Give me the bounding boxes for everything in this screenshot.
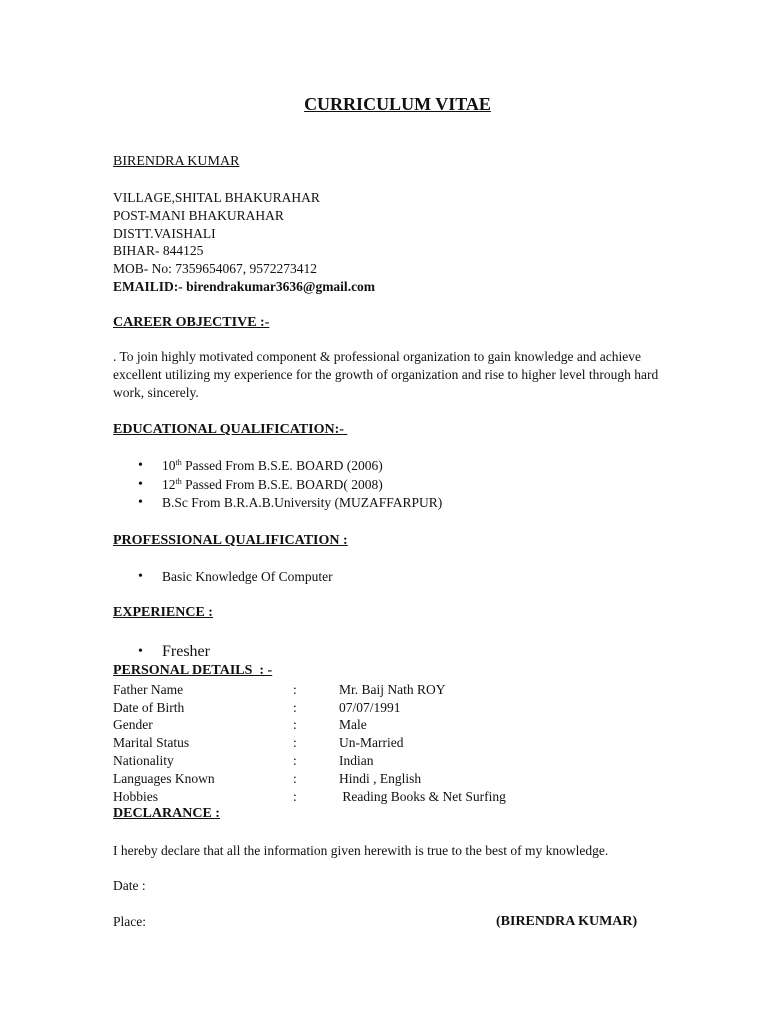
personal-label: Marital Status xyxy=(113,735,190,750)
personal-separator: : xyxy=(293,700,297,715)
candidate-name: BIRENDRA KUMAR xyxy=(113,154,240,169)
personal-separator: : xyxy=(293,771,297,786)
career-objective-heading: CAREER OBJECTIVE :- xyxy=(113,315,270,330)
education-item: • B.Sc From B.R.A.B.University (MUZAFFARPUR) xyxy=(138,494,442,513)
personal-value: Male xyxy=(339,717,367,732)
education-item: • 10th Passed From B.S.E. BOARD (2006) xyxy=(138,457,442,476)
personal-label: Languages Known xyxy=(113,771,215,786)
personal-separator: : xyxy=(293,735,297,750)
signature-name: (BIRENDRA KUMAR) xyxy=(496,914,638,929)
personal-label: Nationality xyxy=(113,753,174,768)
personal-row-father-name xyxy=(113,681,613,699)
personal-value: Reading Books & Net Surfing xyxy=(339,789,506,804)
date-label: Date : xyxy=(113,878,146,893)
personal-value: Hindi , English xyxy=(339,771,422,786)
personal-label: Date of Birth xyxy=(113,700,185,715)
professional-heading: PROFESSIONAL QUALIFICATION : xyxy=(113,533,348,548)
personal-value: Mr. Baij Nath ROY xyxy=(339,682,446,697)
personal-label: Father Name xyxy=(113,682,184,697)
personal-value: 07/07/1991 xyxy=(339,700,401,715)
education-list xyxy=(138,457,442,513)
personal-value: Un-Married xyxy=(339,735,404,750)
mobile-line: MOB- No: 7359654067, 9572273412 xyxy=(113,261,318,276)
personal-separator: : xyxy=(293,789,297,804)
career-objective-text: . To join highly motivated component & professional organization to gain knowledge and achieve excellent utilizing my experience for the growth of organization and rise to higher level through hard work, sincerely. xyxy=(113,349,659,400)
personal-row-gender xyxy=(113,716,613,734)
place-label: Place: xyxy=(113,914,146,929)
personal-row-hobbies xyxy=(113,788,613,806)
personal-row-languages xyxy=(113,770,613,788)
personal-row-marital-status xyxy=(113,734,613,752)
personal-details-heading: PERSONAL DETAILS : - xyxy=(113,663,273,678)
personal-separator: : xyxy=(293,717,297,732)
address-line-4: BIHAR- 844125 xyxy=(113,243,204,258)
address-line-2: POST-MANI BHAKURAHAR xyxy=(113,208,284,223)
personal-value: Indian xyxy=(339,753,374,768)
education-heading: EDUCATIONAL QUALIFICATION:- xyxy=(113,422,348,437)
experience-item: • Fresher xyxy=(138,642,210,662)
address-line-1: VILLAGE,SHITAL BHAKURAHAR xyxy=(113,190,320,205)
personal-separator: : xyxy=(293,753,297,768)
education-item: • 12th Passed From B.S.E. BOARD( 2008) xyxy=(138,476,442,495)
declaration-heading: DECLARANCE : xyxy=(113,806,220,821)
professional-item: • Basic Knowledge Of Computer xyxy=(138,568,333,587)
address-line-3: DISTT.VAISHALI xyxy=(113,226,216,241)
personal-separator: : xyxy=(293,682,297,697)
personal-label: Gender xyxy=(113,717,153,732)
email-line: EMAILID:- birendrakumar3636@gmail.com xyxy=(113,279,376,294)
professional-list xyxy=(138,568,333,587)
personal-label: Hobbies xyxy=(113,789,158,804)
experience-list xyxy=(138,642,210,662)
declaration-text: I hereby declare that all the information given herewith is true to the best of my knowledge. xyxy=(113,843,609,858)
experience-heading: EXPERIENCE : xyxy=(113,605,213,620)
document-title: CURRICULUM VITAE xyxy=(304,94,491,114)
personal-row-date-of-birth xyxy=(113,699,613,717)
personal-row-nationality xyxy=(113,752,613,770)
